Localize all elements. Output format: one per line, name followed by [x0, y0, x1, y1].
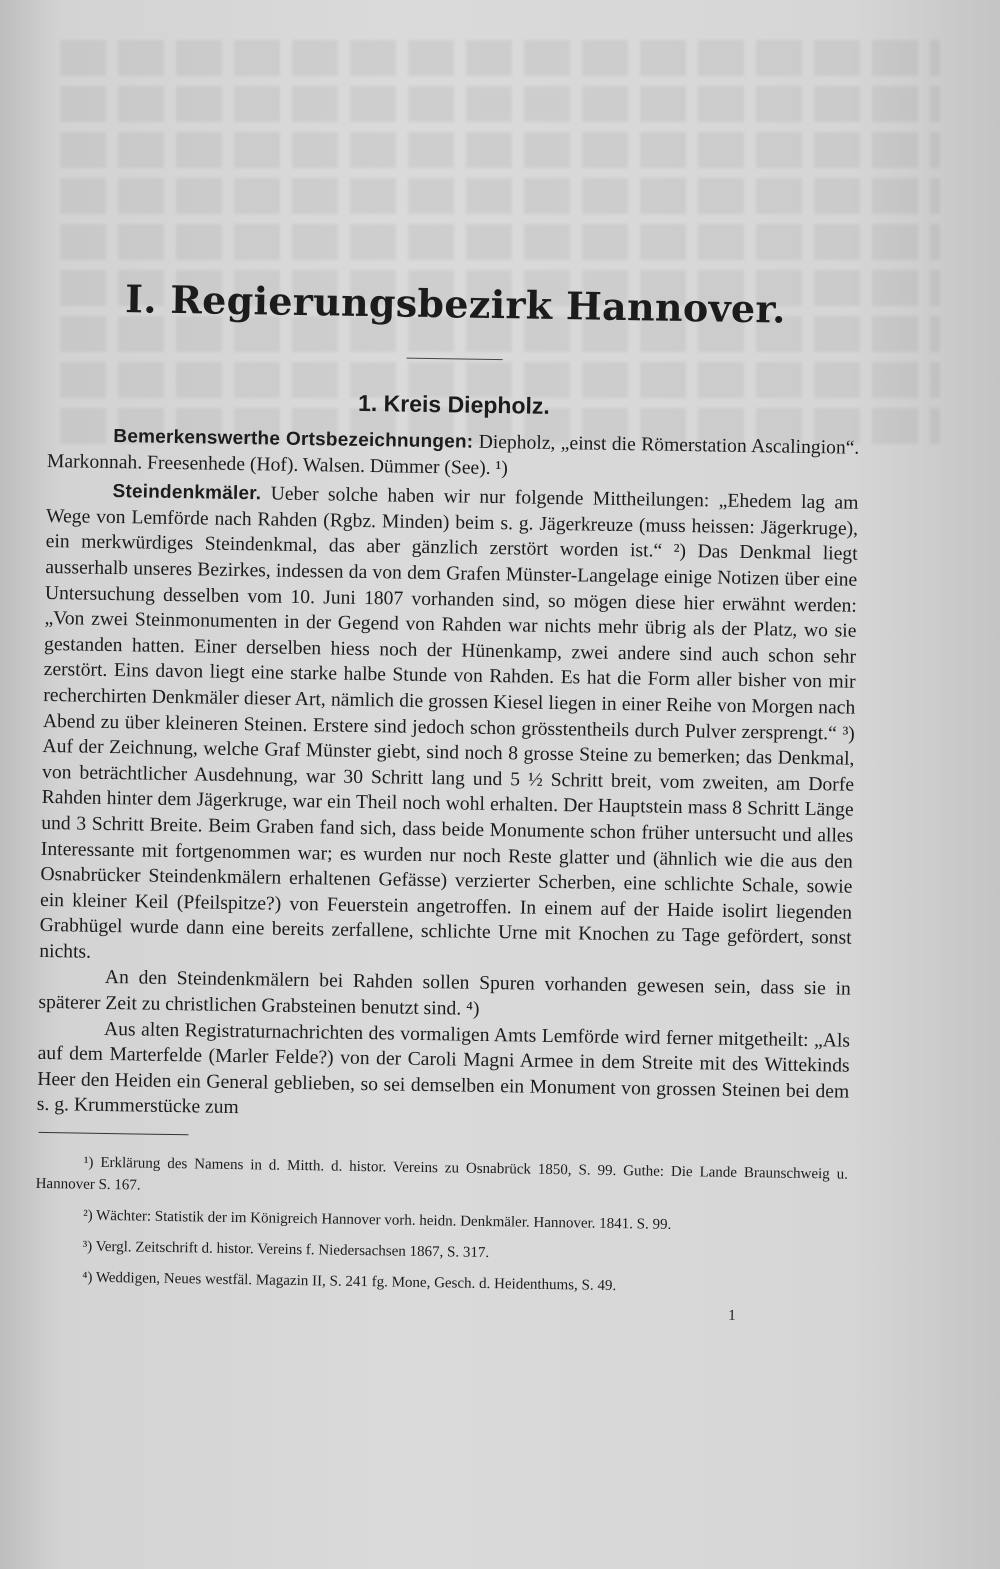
footnote-1: ¹) Erklärung des Namens in d. Mitth. d. histor. Vereins zu Osnabrück 1850, S. 99. Guthe: Die Lande Braunschweig u. Hannover S. 167.	[35, 1154, 849, 1194]
page-content	[34, 270, 862, 1327]
paragraph-text: Diepholz, „einst die Römerstation Ascalingion“. Markonnah. Freesenhede (Hof). Walsen. Dümmer (See). ¹)	[46, 431, 860, 479]
paragraph-heading: Steindenkmäler.	[112, 481, 262, 505]
paragraph-heading: Bemerkenswerthe Ortsbezeichnungen:	[113, 426, 474, 453]
footnote-separator	[38, 1132, 188, 1135]
paragraph-lemfoerde: Aus alten Registraturnachrichten des vormaligen Amts Lemförde wird ferner mitgetheilt: „Als auf dem Marterfelde (Marler Felde?) von der Caroli Magni Armee in dem Streite mit des Wittekinds Heer den Heiden ein General geblieben, so sei demselben ein Monument von grossen Steinen bei dem s. g. Krummerstücke zum	[36, 1018, 851, 1119]
paragraph-rahden: An den Steindenkmälern bei Rahden sollen Spuren vorhanden gewesen sein, dass sie in späterer Zeit zu christlichen Grabsteinen benutzt sind. ⁴)	[38, 967, 851, 1020]
footnote-3: ³) Vergl. Zeitschrift d. histor. Vereins f. Niedersachsen 1867, S. 317.	[82, 1238, 490, 1262]
footnote-2: ²) Wächter: Statistik der im Königreich Hannover vorh. heidn. Denkmäler. Hannover. 1841. S. 99.	[83, 1207, 672, 1233]
footnote-4: ⁴) Weddigen, Neues westfäl. Magazin II, S. 241 fg. Mone, Gesch. d. Heidenthums, S. 49.	[82, 1269, 617, 1295]
paragraph-steindenkmaeler	[39, 478, 859, 977]
page-title: I. Regierungsbezirk Hannover.	[124, 276, 787, 332]
section-title: 1. Kreis Diepholz.	[357, 389, 550, 419]
page-number: 1	[728, 1307, 736, 1324]
paragraph-ortsbezeichnungen	[47, 423, 860, 487]
title-rule	[407, 358, 503, 361]
paragraph-text: Ueber solche haben wir nur folgende Mittheilungen: „Ehedem lag am Wege von Lemförde nach Rahden (Rgbz. Minden) beim s. g. Jägerkreuze (muss heissen: Jägerkruge), ein merkwürdiges Steindenkmal, das aber gänzlich zerstört worden ist.“ ²) Das Denkmal liegt ausserhalb unseres Bezirkes, indessen da von dem Grafen Münster-Langelage einige Notizen über eine Untersuchung desselben vom 10. Juni 1807 vorhanden sind, so mögen diese hier erwähnt werden: „Von zwei Steinmonumenten in der Gegend von Rahden war nichts mehr übrig als der Platz, wo sie gestanden hatten. Einer derselben hiess noch der Hünenkamp, zwei andere sind auch schon sehr zerstört. Eins davon liegt eine starke halbe Stunde von Rahden. Es hat die Form aller bisher von mir recherchirten Denkmäler dieser Art, nämlich die grossen Kiesel liegen in einer Reihe von Morgen nach Abend zu über kleineren Steinen. Erstere sind jedoch schon grösstentheils durch Pulver zersprengt.“ ³) Auf der Zeichnung, welche Graf Münster giebt, sind noch 8 grosse Steine zu bemerken; das Denkmal, von beträchtlicher Ausdehnung, war 30 Schritt lang und 5 ½ Schritt breit, vom zweiten, am Dorfe Rahden hinter dem Jägerkruge, war ein Theil noch wohl erhalten. Der Hauptstein mass 8 Schritt Länge und 3 Schritt Breite. Beim Graben fand sich, dass beide Monumente schon früher untersucht und alles Interessante mit fortgenommen war; es wurden nur noch Reste glatter und (ähnlich wie die aus den Osnabrücker Steindenkmälern erhaltenen Gefässe) verzierter Scherben, eine schlichte Schale, sowie ein kleiner Keil (Pfeilspitze?) von Feuerstein angetroffen. In einem auf der Haide isolirt liegenden Grabhügel wurde dann eine bereits zerfallene, schlichte Urne mit Knochen zu Tage gefördert, sonst nichts.	[39, 483, 859, 963]
